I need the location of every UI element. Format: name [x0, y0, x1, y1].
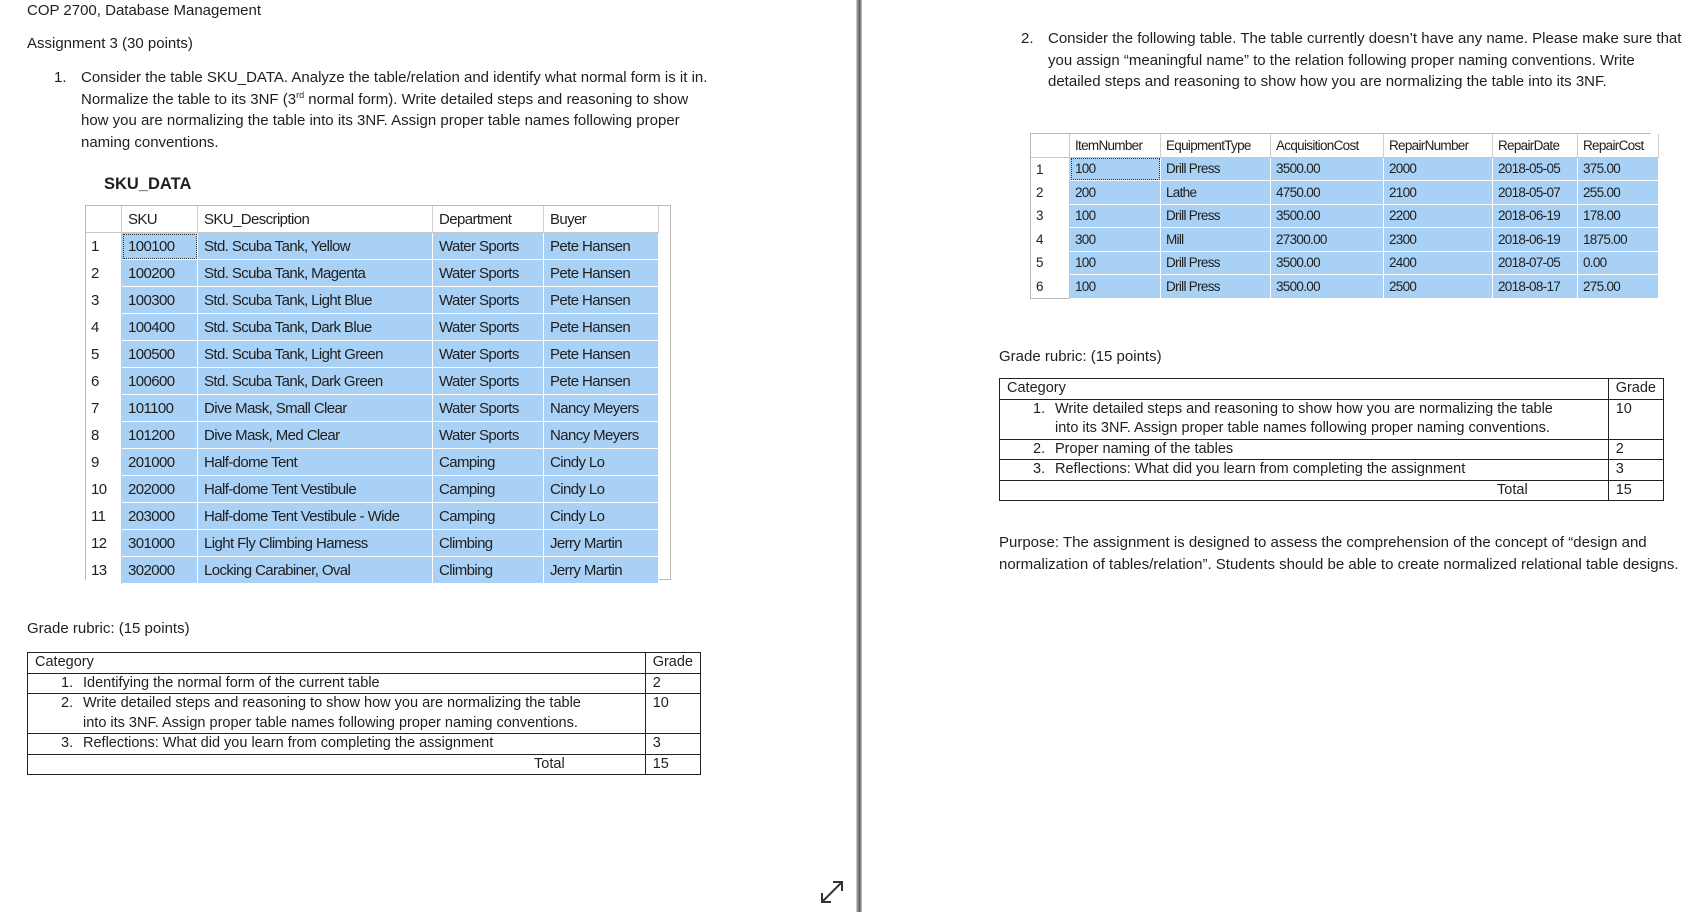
- rubric-item-grade: 10: [1608, 399, 1663, 439]
- cell-buyer[interactable]: Cindy Lo: [544, 449, 659, 476]
- rubric-header-grade: Grade: [645, 653, 700, 674]
- cell-sku[interactable]: 100200: [122, 260, 198, 287]
- row-number[interactable]: 10: [86, 476, 122, 503]
- cell-buyer[interactable]: Pete Hansen: [544, 287, 659, 314]
- rubric-total-label: Total: [28, 754, 646, 775]
- cell-sku[interactable]: 100300: [122, 287, 198, 314]
- rubric-item-text: Reflections: What did you learn from completing the assignment: [1055, 461, 1466, 477]
- grid-data-row[interactable]: [86, 557, 659, 584]
- rubric-total-label: Total: [1000, 480, 1609, 501]
- cell-buyer[interactable]: Jerry Martin: [544, 557, 659, 584]
- cell-sku[interactable]: 202000: [122, 476, 198, 503]
- grid-corner: [86, 206, 122, 233]
- row-number[interactable]: 9: [86, 449, 122, 476]
- rubric-row: [28, 673, 701, 694]
- row-number[interactable]: 1: [86, 233, 122, 260]
- purpose-line: Purpose: The assignment is designed to assess the comprehension of the concept of “design and: [999, 534, 1647, 551]
- sku-data-grid: [86, 206, 659, 584]
- grid-data-row[interactable]: [1031, 275, 1659, 299]
- cell-equipment-type[interactable]: Lathe: [1161, 181, 1271, 205]
- cell-repair-date[interactable]: 2018-05-07: [1493, 181, 1578, 205]
- cell-repair-number[interactable]: 2000: [1384, 157, 1493, 181]
- cell-sku-description[interactable]: Locking Carabiner, Oval: [198, 557, 433, 584]
- cell-sku-description[interactable]: Std. Scuba Tank, Dark Green: [198, 368, 433, 395]
- question-2-line: Consider the following table. The table currently doesn’t have any name. Please make sure that: [1048, 30, 1682, 47]
- cell-sku[interactable]: 101200: [122, 422, 198, 449]
- cell-sku[interactable]: 302000: [122, 557, 198, 584]
- cell-buyer[interactable]: Cindy Lo: [544, 503, 659, 530]
- cell-department[interactable]: Water Sports: [433, 422, 544, 449]
- cell-item-number[interactable]: 300: [1070, 228, 1161, 252]
- row-number[interactable]: 4: [1031, 228, 1070, 252]
- cell-department[interactable]: Water Sports: [433, 233, 544, 260]
- cell-sku-description[interactable]: Dive Mask, Small Clear: [198, 395, 433, 422]
- question-2-line: you assign “meaningful name” to the relation following proper naming conventions. Write: [1048, 51, 1635, 69]
- cell-item-number[interactable]: 200: [1070, 181, 1161, 205]
- question-1-line: Normalize the table to its 3NF (3rd normal form). Write detailed steps and reasoning to show: [81, 89, 689, 108]
- rubric-header-category: Category: [1000, 379, 1609, 400]
- cell-sku-description[interactable]: Std. Scuba Tank, Magenta: [198, 260, 433, 287]
- rubric-item-number: 2.: [61, 695, 74, 711]
- row-number[interactable]: 12: [86, 530, 122, 557]
- cell-buyer[interactable]: Pete Hansen: [544, 314, 659, 341]
- cell-equipment-type[interactable]: Drill Press: [1161, 204, 1271, 228]
- cell-repair-cost[interactable]: 275.00: [1578, 275, 1659, 299]
- assignment-title: Assignment 3 (30 points): [27, 35, 193, 52]
- grid-data-row[interactable]: [86, 341, 659, 368]
- rubric-item-grade: 3: [645, 734, 700, 755]
- question-1-number: 1.: [54, 69, 67, 86]
- cell-repair-date[interactable]: 2018-06-19: [1493, 228, 1578, 252]
- cell-sku[interactable]: 101100: [122, 395, 198, 422]
- cell-buyer[interactable]: Nancy Meyers: [544, 422, 659, 449]
- grid-data-row[interactable]: [86, 233, 659, 260]
- grid-data-row[interactable]: [86, 314, 659, 341]
- cell-buyer[interactable]: Pete Hansen: [544, 233, 659, 260]
- rubric-item-number: 3.: [1033, 461, 1046, 477]
- cell-buyer[interactable]: Nancy Meyers: [544, 395, 659, 422]
- row-number[interactable]: 5: [86, 341, 122, 368]
- grid-data-row[interactable]: [1031, 157, 1659, 181]
- grid-header-row: [86, 206, 659, 233]
- rubric-item-text: into its 3NF. Assign proper table names following proper naming conventions.: [1055, 420, 1550, 436]
- purpose-line: normalization of tables/relation”. Students should be able to create normalized relational table designs.: [999, 555, 1679, 573]
- rubric-item-number: 1.: [1033, 400, 1046, 417]
- cell-sku[interactable]: 301000: [122, 530, 198, 557]
- rubric-total-value: 15: [1608, 480, 1663, 501]
- cell-repair-cost[interactable]: 0.00: [1578, 251, 1659, 275]
- rubric-total-row: [1000, 480, 1664, 501]
- column-header-sku[interactable]: SKU: [122, 206, 198, 233]
- cell-buyer[interactable]: Pete Hansen: [544, 368, 659, 395]
- cell-department[interactable]: Camping: [433, 503, 544, 530]
- equipment-repair-grid: [1031, 134, 1659, 299]
- cell-repair-date[interactable]: 2018-07-05: [1493, 251, 1578, 275]
- rubric-item-number: 3.: [61, 735, 74, 751]
- rubric-table-right: [999, 378, 1664, 501]
- cell-item-number[interactable]: 100: [1070, 275, 1161, 299]
- sku-table-caption: SKU_DATA: [104, 175, 192, 193]
- row-number[interactable]: 7: [86, 395, 122, 422]
- rubric-item-grade: 3: [1608, 460, 1663, 481]
- grid-data-row[interactable]: [86, 476, 659, 503]
- rubric-title-left: Grade rubric: (15 points): [27, 620, 190, 637]
- cell-buyer[interactable]: Pete Hansen: [544, 341, 659, 368]
- rubric-item-text: Identifying the normal form of the current table: [83, 674, 380, 691]
- cell-acquisition-cost[interactable]: 3500.00: [1271, 157, 1384, 181]
- cell-sku-description[interactable]: Dive Mask, Med Clear: [198, 422, 433, 449]
- rubric-item-text: into its 3NF. Assign proper table names following proper naming conventions.: [83, 714, 578, 731]
- grid-data-row[interactable]: [86, 503, 659, 530]
- cell-department[interactable]: Climbing: [433, 557, 544, 584]
- column-header-repair-cost[interactable]: RepairCost: [1578, 134, 1659, 157]
- cell-item-number[interactable]: 100: [1070, 157, 1161, 181]
- cell-department[interactable]: Water Sports: [433, 314, 544, 341]
- grid-data-row[interactable]: [86, 368, 659, 395]
- cell-sku-description[interactable]: Half-dome Tent Vestibule: [198, 476, 433, 503]
- cell-equipment-type[interactable]: Drill Press: [1161, 251, 1271, 275]
- question-2-number: 2.: [1021, 30, 1034, 47]
- rubric-header-row: [28, 653, 701, 674]
- column-header-repair-number[interactable]: RepairNumber: [1384, 134, 1493, 157]
- question-1-line: Consider the table SKU_DATA. Analyze the table/relation and identify what normal form is it in.: [81, 69, 708, 86]
- row-number[interactable]: 6: [1031, 275, 1070, 299]
- row-number[interactable]: 8: [86, 422, 122, 449]
- rubric-item-text: Proper naming of the tables: [1055, 440, 1234, 457]
- cell-sku[interactable]: 100400: [122, 314, 198, 341]
- cell-equipment-type[interactable]: Drill Press: [1161, 157, 1271, 181]
- grid-data-row[interactable]: [86, 395, 659, 422]
- cell-equipment-type[interactable]: Mill: [1161, 228, 1271, 252]
- rubric-title-right: Grade rubric: (15 points): [999, 348, 1162, 365]
- cell-sku[interactable]: 100600: [122, 368, 198, 395]
- cell-repair-number[interactable]: 2300: [1384, 228, 1493, 252]
- column-header-equipment-type[interactable]: EquipmentType: [1161, 134, 1271, 157]
- cell-sku-description[interactable]: Half-dome Tent Vestibule - Wide: [198, 503, 433, 530]
- rubric-header-grade: Grade: [1608, 379, 1663, 400]
- question-1-line: how you are normalizing the table into its 3NF. Assign proper table names following proper: [81, 112, 680, 129]
- rubric-row: [1000, 439, 1664, 460]
- rubric-row: [28, 734, 701, 755]
- cell-acquisition-cost[interactable]: 27300.00: [1271, 228, 1384, 252]
- grid-data-row[interactable]: [86, 530, 659, 557]
- cell-repair-cost[interactable]: 255.00: [1578, 181, 1659, 205]
- cell-repair-date[interactable]: 2018-06-19: [1493, 204, 1578, 228]
- grid-data-row[interactable]: [86, 287, 659, 314]
- grid-header-row: [1031, 134, 1659, 157]
- cell-sku[interactable]: 201000: [122, 449, 198, 476]
- rubric-item-grade: 2: [1608, 439, 1663, 460]
- row-number[interactable]: 13: [86, 557, 122, 584]
- row-number[interactable]: 3: [86, 287, 122, 314]
- cell-acquisition-cost[interactable]: 3500.00: [1271, 275, 1384, 299]
- rubric-header-category: Category: [28, 653, 646, 674]
- right-page: [862, 0, 1707, 912]
- rubric-item-text: Reflections: What did you learn from completing the assignment: [83, 735, 494, 751]
- rubric-total-row: [28, 754, 701, 775]
- rubric-row: [1000, 399, 1664, 439]
- cell-department[interactable]: Water Sports: [433, 368, 544, 395]
- rubric-row: [28, 694, 701, 734]
- rubric-item-text: Write detailed steps and reasoning to show how you are normalizing the table: [83, 695, 581, 711]
- question-1-line: naming conventions.: [81, 133, 219, 151]
- cell-department[interactable]: Water Sports: [433, 287, 544, 314]
- purpose-statement: [999, 532, 1699, 575]
- row-number[interactable]: 2: [1031, 181, 1070, 205]
- rubric-table-left: [27, 652, 701, 775]
- rubric-item-text: Write detailed steps and reasoning to show how you are normalizing the table: [1055, 400, 1553, 417]
- rubric-total-value: 15: [645, 754, 700, 775]
- cell-department[interactable]: Camping: [433, 476, 544, 503]
- column-header-acquisition-cost[interactable]: AcquisitionCost: [1271, 134, 1384, 157]
- column-header-buyer[interactable]: Buyer: [544, 206, 659, 233]
- cell-acquisition-cost[interactable]: 4750.00: [1271, 181, 1384, 205]
- grid-data-row[interactable]: [1031, 204, 1659, 228]
- rubric-item-grade: 2: [645, 673, 700, 694]
- cell-item-number[interactable]: 100: [1070, 204, 1161, 228]
- rubric-row: [1000, 460, 1664, 481]
- row-number[interactable]: 4: [86, 314, 122, 341]
- cell-department[interactable]: Climbing: [433, 530, 544, 557]
- cell-buyer[interactable]: Cindy Lo: [544, 476, 659, 503]
- cell-repair-cost[interactable]: 178.00: [1578, 204, 1659, 228]
- row-number[interactable]: 1: [1031, 157, 1070, 181]
- cell-sku-description[interactable]: Std. Scuba Tank, Light Green: [198, 341, 433, 368]
- column-header-repair-date[interactable]: RepairDate: [1493, 134, 1578, 157]
- cell-equipment-type[interactable]: Drill Press: [1161, 275, 1271, 299]
- cell-repair-cost[interactable]: 375.00: [1578, 157, 1659, 181]
- course-header: COP 2700, Database Management: [27, 2, 262, 19]
- cell-sku-description[interactable]: Half-dome Tent: [198, 449, 433, 476]
- grid-data-row[interactable]: [86, 260, 659, 287]
- cell-department[interactable]: Water Sports: [433, 395, 544, 422]
- rubric-header-row: [1000, 379, 1664, 400]
- cell-acquisition-cost[interactable]: 3500.00: [1271, 251, 1384, 275]
- row-number[interactable]: 3: [1031, 204, 1070, 228]
- cell-repair-date[interactable]: 2018-05-05: [1493, 157, 1578, 181]
- cell-sku[interactable]: 100100: [122, 233, 198, 260]
- cell-item-number[interactable]: 100: [1070, 251, 1161, 275]
- cell-repair-number[interactable]: 2100: [1384, 181, 1493, 205]
- cell-buyer[interactable]: Pete Hansen: [544, 260, 659, 287]
- cell-sku-description[interactable]: Std. Scuba Tank, Yellow: [198, 233, 433, 260]
- cell-sku-description[interactable]: Std. Scuba Tank, Dark Blue: [198, 314, 433, 341]
- column-header-department[interactable]: Department: [433, 206, 544, 233]
- rubric-item-number: 1.: [61, 674, 74, 691]
- question-2-line: detailed steps and reasoning to show how you are normalizing the table into its 3NF.: [1048, 73, 1607, 90]
- cell-sku[interactable]: 100500: [122, 341, 198, 368]
- rubric-item-grade: 10: [645, 694, 700, 734]
- row-number[interactable]: 2: [86, 260, 122, 287]
- cell-sku[interactable]: 203000: [122, 503, 198, 530]
- row-number[interactable]: 11: [86, 503, 122, 530]
- column-header-item-number[interactable]: ItemNumber: [1070, 134, 1161, 157]
- grid-data-row[interactable]: [1031, 228, 1659, 252]
- row-number[interactable]: 6: [86, 368, 122, 395]
- cell-repair-cost[interactable]: 1875.00: [1578, 228, 1659, 252]
- cell-sku-description[interactable]: Light Fly Climbing Harness: [198, 530, 433, 557]
- cell-acquisition-cost[interactable]: 3500.00: [1271, 204, 1384, 228]
- cell-repair-number[interactable]: 2400: [1384, 251, 1493, 275]
- cell-department[interactable]: Water Sports: [433, 341, 544, 368]
- grid-data-row[interactable]: [86, 422, 659, 449]
- cell-department[interactable]: Water Sports: [433, 260, 544, 287]
- cell-sku-description[interactable]: Std. Scuba Tank, Light Blue: [198, 287, 433, 314]
- grid-corner: [1031, 134, 1070, 157]
- cell-buyer[interactable]: Jerry Martin: [544, 530, 659, 557]
- grid-data-row[interactable]: [86, 449, 659, 476]
- cell-repair-date[interactable]: 2018-08-17: [1493, 275, 1578, 299]
- column-header-sku-description[interactable]: SKU_Description: [198, 206, 433, 233]
- cell-repair-number[interactable]: 2200: [1384, 204, 1493, 228]
- grid-data-row[interactable]: [1031, 251, 1659, 275]
- cell-repair-number[interactable]: 2500: [1384, 275, 1493, 299]
- cell-department[interactable]: Camping: [433, 449, 544, 476]
- resize-diagonal-icon[interactable]: [818, 878, 846, 906]
- grid-data-row[interactable]: [1031, 181, 1659, 205]
- rubric-item-number: 2.: [1033, 440, 1046, 457]
- row-number[interactable]: 5: [1031, 251, 1070, 275]
